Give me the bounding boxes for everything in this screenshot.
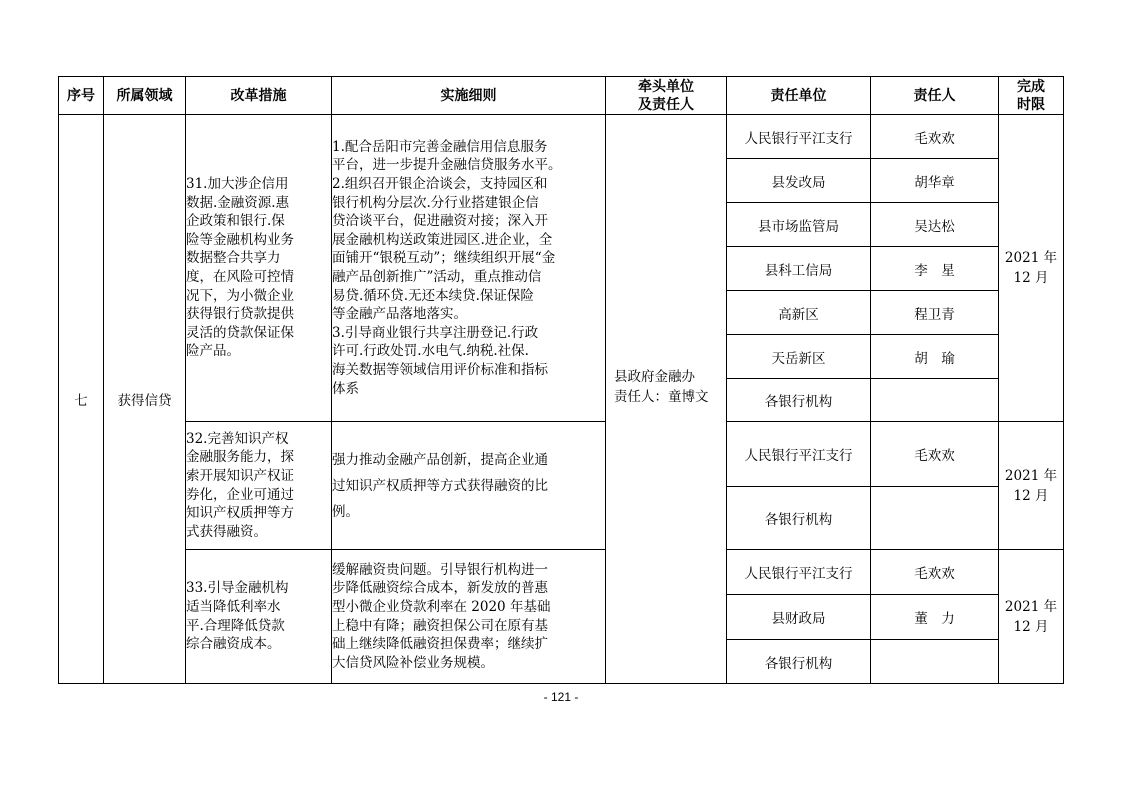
header-domain: 所属领域 <box>104 77 186 115</box>
table-row <box>59 115 1064 159</box>
person-cell <box>871 487 999 550</box>
deadline-31: 2021 年 12 月 <box>999 115 1064 422</box>
measure-32: 32.完善知识产权 金融服务能力，探 索开展知识产权证 券化，企业可通过 知识产权质押等方 式获得融资。 <box>186 422 332 550</box>
lead-unit-text: 县政府金融办 责任人：童博文 <box>614 369 709 405</box>
person-cell: 胡华章 <box>871 159 999 203</box>
section-no: 七 <box>59 115 104 684</box>
person-cell: 毛欢欢 <box>871 115 999 159</box>
unit-cell: 天岳新区 <box>727 335 871 379</box>
measure-33: 33.引导金融机构 适当降低利率水 平.合理降低贷款 综合融资成本。 <box>186 550 332 684</box>
person-cell: 程卫青 <box>871 291 999 335</box>
section-domain: 获得信贷 <box>104 115 186 684</box>
person-cell: 毛欢欢 <box>871 550 999 595</box>
header-deadline: 完成 时限 <box>999 77 1064 115</box>
detail-31: 1.配合岳阳市完善金融信用信息服务 平台，进一步提升金融信贷服务水平。 2.组织召开银企洽谈会，支持园区和 银行机构分层次.分行业搭建银企信 贷洽谈平台，促进融资对接；深入开 展金融机构送政策进园区.进企业，全 面铺开“银税互动”；继续组织开展“金 融产品创新推广”活动，重点推动信 易贷.循环贷.无还本续贷.保证保险 等金融产品落地落实。 3.引导商业银行共享注册登记.行政 许可.行政处罚.水电气.纳税.社保. 海关数据等领域信用评价标准和指标 体系 <box>332 115 606 422</box>
unit-cell: 人民银行平江支行 <box>727 422 871 487</box>
page-number: - 121 - <box>543 690 579 704</box>
unit-cell: 人民银行平江支行 <box>727 115 871 159</box>
detail-32: 强力推动金融产品创新，提高企业通 过知识产权质押等方式获得融资的比 例。 <box>332 422 606 550</box>
person-cell <box>871 640 999 684</box>
measure-31: 31.加大涉企信用 数据.金融资源.惠 企政策和银行.保 险等金融机构业务 数据整合共享力 度，在风险可控情 况下，为小微企业 获得银行贷款提供 灵活的贷款保证保 险产品。 <box>186 115 332 422</box>
unit-cell: 高新区 <box>727 291 871 335</box>
unit-cell: 各银行机构 <box>727 487 871 550</box>
unit-cell: 人民银行平江支行 <box>727 550 871 595</box>
header-lead: 牵头单位 及责任人 <box>606 77 727 115</box>
table-row <box>59 422 1064 487</box>
deadline-32: 2021 年 12 月 <box>999 422 1064 550</box>
table-row <box>59 550 1064 595</box>
header-no: 序号 <box>59 77 104 115</box>
person-cell: 毛欢欢 <box>871 422 999 487</box>
unit-cell: 县科工信局 <box>727 247 871 291</box>
header-unit: 责任单位 <box>727 77 871 115</box>
unit-cell: 县发改局 <box>727 159 871 203</box>
header-measure: 改革措施 <box>186 77 332 115</box>
header-row <box>59 77 1064 115</box>
unit-cell: 各银行机构 <box>727 379 871 422</box>
person-cell <box>871 379 999 422</box>
person-cell: 胡 瑜 <box>871 335 999 379</box>
unit-cell: 各银行机构 <box>727 640 871 684</box>
detail-33: 缓解融资贵问题。引导银行机构进一 步降低融资综合成本，新发放的普惠 型小微企业贷款利率在 2020 年基础 上稳中有降；融资担保公司在原有基 础上继续降低融资担保费率；继续扩 大信贷风险补偿业务规模。 <box>332 550 606 684</box>
person-cell: 吴达松 <box>871 203 999 247</box>
lead-unit <box>606 115 727 684</box>
person-cell: 李 星 <box>871 247 999 291</box>
header-person: 责任人 <box>871 77 999 115</box>
unit-cell: 县财政局 <box>727 595 871 640</box>
reform-measures-table <box>58 76 1064 684</box>
person-cell: 董 力 <box>871 595 999 640</box>
deadline-33: 2021 年 12 月 <box>999 550 1064 684</box>
header-detail: 实施细则 <box>332 77 606 115</box>
unit-cell: 县市场监管局 <box>727 203 871 247</box>
